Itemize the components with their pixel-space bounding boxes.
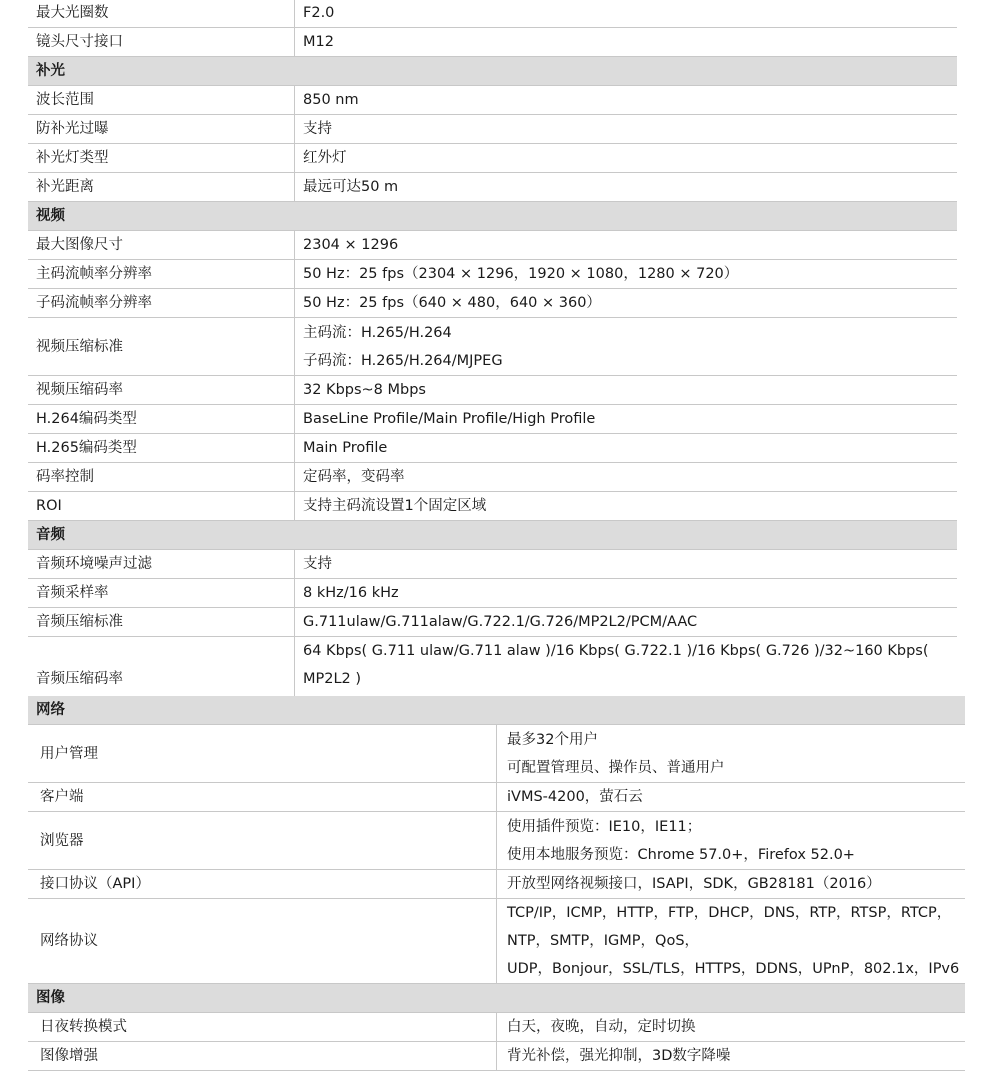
spec-row bbox=[28, 812, 965, 870]
spec-key: 音频环境噪声过滤 bbox=[28, 550, 295, 579]
spec-value bbox=[295, 115, 958, 144]
section-header bbox=[28, 202, 957, 231]
section-header bbox=[28, 57, 957, 86]
spec-value bbox=[295, 318, 958, 376]
spec-key: 视频压缩标准 bbox=[28, 318, 295, 376]
spec-key: 图像增强 bbox=[28, 1042, 497, 1071]
spec-value-line: 2304 × 1296 bbox=[303, 237, 399, 253]
spec-value-line: 50 Hz：25 fps（2304 × 1296，1920 × 1080，1280 × 720） bbox=[303, 266, 739, 282]
spec-value-line: 支持主码流设置1个固定区域 bbox=[303, 498, 487, 514]
spec-key: 音频采样率 bbox=[28, 579, 295, 608]
spec-value bbox=[295, 376, 958, 405]
spec-row bbox=[28, 725, 965, 783]
spec-row bbox=[28, 231, 957, 260]
spec-value-line: UDP，Bonjour，SSL/TLS，HTTPS，DDNS，UPnP，802.1x，IPv6 bbox=[507, 961, 960, 977]
spec-value-line: iVMS-4200，萤石云 bbox=[507, 789, 643, 805]
spec-value bbox=[295, 173, 958, 202]
spec-row bbox=[28, 492, 957, 521]
spec-value-line: 可配置管理员、操作员、普通用户 bbox=[507, 759, 725, 776]
section-title: 网络 bbox=[28, 696, 965, 725]
spec-value-line: Main Profile bbox=[303, 440, 388, 456]
section-header bbox=[28, 696, 965, 725]
spec-value-line: 开放型网络视频接口，ISAPI，SDK，GB28181（2016） bbox=[507, 876, 881, 892]
spec-row bbox=[28, 1013, 965, 1042]
spec-row bbox=[28, 0, 957, 28]
spec-value-line: 最多32个用户 bbox=[507, 731, 598, 748]
spec-value bbox=[497, 783, 966, 812]
spec-value bbox=[295, 579, 958, 608]
spec-value-line: 32 Kbps~8 Mbps bbox=[303, 382, 426, 398]
spec-value-line: 白天，夜晚，自动，定时切换 bbox=[507, 1019, 696, 1035]
spec-key: 音频压缩标准 bbox=[28, 608, 295, 637]
spec-row bbox=[28, 1042, 965, 1071]
spec-key: 补光距离 bbox=[28, 173, 295, 202]
spec-value-line: G.711ulaw/G.711alaw/G.722.1/G.726/MP2L2/PCM/AAC bbox=[303, 614, 698, 630]
spec-value bbox=[295, 28, 958, 57]
spec-value-line: F2.0 bbox=[303, 5, 335, 21]
spec-key: 最大光圈数 bbox=[28, 0, 295, 28]
spec-key: 客户端 bbox=[28, 783, 497, 812]
spec-row bbox=[28, 463, 957, 492]
spec-value bbox=[295, 405, 958, 434]
spec-key: H.265编码类型 bbox=[28, 434, 295, 463]
spec-value bbox=[497, 812, 966, 870]
spec-value-line: 背光补偿，强光抑制，3D数字降噪 bbox=[507, 1048, 731, 1064]
spec-value bbox=[295, 86, 958, 115]
spec-value bbox=[295, 260, 958, 289]
spec-value bbox=[295, 289, 958, 318]
spec-value bbox=[295, 608, 958, 637]
spec-value-line: 使用插件预览：IE10，IE11； bbox=[507, 818, 702, 835]
spec-value-line: 使用本地服务预览：Chrome 57.0+，Firefox 52.0+ bbox=[507, 846, 855, 863]
section-title: 补光 bbox=[28, 57, 957, 86]
spec-value bbox=[497, 1042, 966, 1071]
section-title: 图像 bbox=[28, 984, 965, 1013]
spec-key: 镜头尺寸接口 bbox=[28, 28, 295, 57]
spec-key: 子码流帧率分辨率 bbox=[28, 289, 295, 318]
spec-key: 网络协议 bbox=[28, 899, 497, 984]
spec-row bbox=[28, 260, 957, 289]
spec-table-2 bbox=[28, 696, 965, 1071]
section-title: 视频 bbox=[28, 202, 957, 231]
spec-value-line: 50 Hz：25 fps（640 × 480，640 × 360） bbox=[303, 295, 601, 311]
spec-value-line: 850 nm bbox=[303, 92, 359, 108]
section-header bbox=[28, 984, 965, 1013]
spec-row bbox=[28, 115, 957, 144]
spec-row bbox=[28, 28, 957, 57]
spec-value-line: M12 bbox=[303, 34, 334, 50]
spec-row bbox=[28, 783, 965, 812]
spec-value-line: 红外灯 bbox=[303, 150, 347, 166]
spec-row bbox=[28, 289, 957, 318]
spec-value-line: 8 kHz/16 kHz bbox=[303, 585, 399, 601]
spec-value-line: 子码流：H.265/H.264/MJPEG bbox=[303, 352, 503, 369]
spec-value-line: 64 Kbps( G.711 ulaw/G.711 alaw )/16 Kbps( G.722.1 )/16 Kbps( G.726 )/32~160 Kbps( MP2L2 ) bbox=[303, 643, 929, 687]
spec-value bbox=[295, 463, 958, 492]
spec-row bbox=[28, 86, 957, 115]
spec-row bbox=[28, 608, 957, 637]
spec-value-line: BaseLine Profile/Main Profile/High Profile bbox=[303, 411, 596, 427]
spec-row bbox=[28, 870, 965, 899]
spec-value-line: 定码率，变码率 bbox=[303, 469, 405, 485]
spec-value bbox=[295, 492, 958, 521]
spec-value bbox=[497, 1013, 966, 1042]
spec-key: 日夜转换模式 bbox=[28, 1013, 497, 1042]
spec-key: 波长范围 bbox=[28, 86, 295, 115]
spec-key: 防补光过曝 bbox=[28, 115, 295, 144]
spec-value-line: 主码流：H.265/H.264 bbox=[303, 324, 452, 341]
spec-row bbox=[28, 899, 965, 984]
spec-value bbox=[295, 231, 958, 260]
spec-value-line: 最远可达50 m bbox=[303, 179, 399, 195]
spec-key: 码率控制 bbox=[28, 463, 295, 492]
section-title: 音频 bbox=[28, 521, 957, 550]
spec-value bbox=[295, 0, 958, 28]
spec-table-1 bbox=[28, 0, 957, 722]
spec-key: H.264编码类型 bbox=[28, 405, 295, 434]
spec-key: 视频压缩码率 bbox=[28, 376, 295, 405]
spec-row bbox=[28, 144, 957, 173]
spec-value-line: TCP/IP，ICMP，HTTP，FTP，DHCP，DNS，RTP，RTSP，RTCP，NTP，SMTP，IGMP，QoS， bbox=[507, 905, 952, 949]
spec-key: 最大图像尺寸 bbox=[28, 231, 295, 260]
spec-value bbox=[497, 725, 966, 783]
spec-key: 接口协议（API） bbox=[28, 870, 497, 899]
spec-key: 浏览器 bbox=[28, 812, 497, 870]
spec-key: ROI bbox=[28, 492, 295, 521]
section-header bbox=[28, 521, 957, 550]
spec-value bbox=[497, 870, 966, 899]
spec-row bbox=[28, 376, 957, 405]
spec-key: 用户管理 bbox=[28, 725, 497, 783]
spec-row bbox=[28, 550, 957, 579]
spec-row bbox=[28, 405, 957, 434]
spec-value bbox=[295, 434, 958, 463]
spec-value-line: 支持 bbox=[303, 556, 332, 572]
spec-key: 补光灯类型 bbox=[28, 144, 295, 173]
spec-key: 主码流帧率分辨率 bbox=[28, 260, 295, 289]
spec-value-line: 支持 bbox=[303, 121, 332, 137]
spec-row bbox=[28, 173, 957, 202]
spec-key: 音频压缩码率 bbox=[28, 637, 295, 722]
spec-value bbox=[295, 144, 958, 173]
spec-row bbox=[28, 579, 957, 608]
spec-row bbox=[28, 318, 957, 376]
spec-value bbox=[497, 899, 966, 984]
spec-value bbox=[295, 550, 958, 579]
spec-row bbox=[28, 434, 957, 463]
